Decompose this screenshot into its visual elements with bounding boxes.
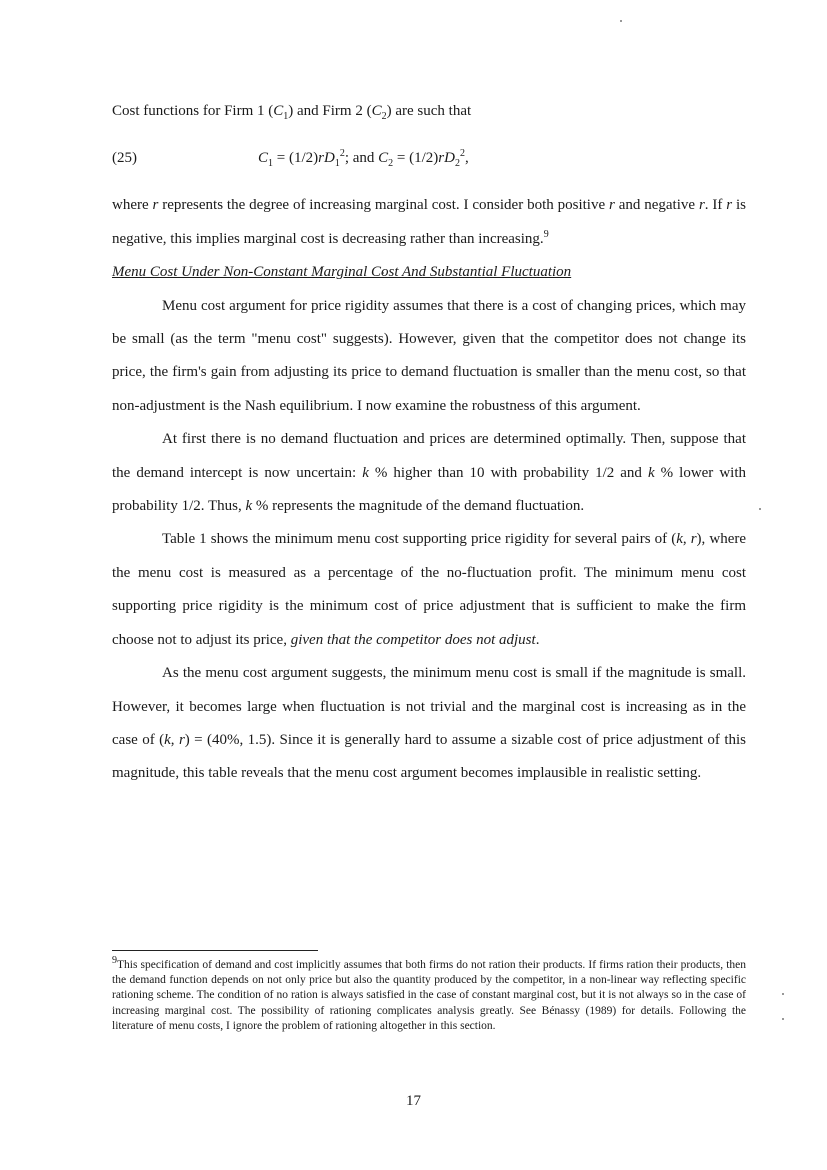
superscript: 2	[339, 148, 345, 160]
text-run: % represents the magnitude of the demand fluctuation.	[252, 498, 585, 515]
subscript: 2	[388, 158, 394, 170]
symbol-r: r	[690, 531, 697, 548]
text-run: At first there is no demand fluctuation and prices are determined optimally. Then, suppose that the demand intercept is now uncertain:	[112, 431, 746, 481]
text-run: % higher than 10 with probability 1/2 and	[368, 464, 648, 481]
text-run: As the menu cost argument suggests, the minimum menu cost is small if the magnitude is small. However, it becomes large when fluctuation is not trivial and the marginal cost is increasing as in the case of (	[112, 665, 746, 748]
subscript: 1	[283, 111, 289, 122]
symbol-k: k	[245, 498, 253, 515]
intro-text-1: Cost functions for Firm 1 (	[112, 103, 274, 119]
intro-text-3: ) are such that	[386, 103, 472, 119]
scan-speck	[782, 1018, 784, 1020]
where-paragraph	[112, 189, 746, 256]
equation-part: ,	[464, 150, 469, 167]
text-run: is negative, this implies marginal cost is decreasing rather than increasing.	[112, 197, 746, 247]
equation-body	[258, 142, 469, 175]
intro-line	[112, 95, 746, 128]
emphasis-text: given that the competitor does not adjust	[290, 631, 536, 648]
symbol-r: r	[609, 197, 615, 214]
footnote-marker: 9	[112, 955, 117, 967]
scan-speck	[782, 993, 784, 995]
page-number: 17	[406, 1093, 421, 1109]
section-heading: Menu Cost Under Non-Constant Marginal Cost And Substantial Fluctuation	[112, 264, 572, 281]
symbol-c2: C	[371, 103, 382, 119]
text-run: ), where the menu cost is measured as a percentage of the no-fluctuation profit. The minimum menu cost supporting price rigidity is the minimum cost of price adjustment that is sufficient to make the firm choose not to adjust its price,	[112, 531, 747, 648]
paragraph-menu-cost: Menu cost argument for price rigidity assumes that there is a cost of changing prices, which may be small (as the term "menu cost" suggests). However, given that the competitor does not change its price, the firm's gain from adjusting its price to demand fluctuation is smaller than the menu cost, so that non-adjustment is the Nash equilibrium. I now examine the robustness of this argument.	[112, 297, 746, 414]
footnote-rule	[112, 950, 318, 951]
symbol-k: k	[676, 531, 683, 548]
symbol-k: k	[164, 731, 171, 748]
symbol-k: k	[647, 464, 655, 481]
subscript: 1	[268, 158, 274, 170]
symbol-c2: C	[378, 150, 389, 167]
symbol-c1: C	[273, 103, 284, 119]
footnote-9	[112, 955, 746, 1034]
symbol-k: k	[362, 464, 369, 481]
equation-part: = (1/2)	[273, 150, 319, 167]
symbol-c1: C	[258, 150, 269, 167]
text-run: represents the degree of increasing marginal cost. I consider both positive	[158, 197, 609, 214]
footnote-text: This specification of demand and cost implicitly assumes that both firms do not ration their products. If firms ration their products, then the demand function depends on not only price but also the quantity produced by the competitor, in a non-linear way reflecting specific rationing scheme. The condition of no ration is always satisfied in the case of constant marginal cost, but it is not always so in the case of increasing marginal cost. The possibility of rationing complicates analysis greatly. See Bénassy (1989) for details. Following the literature of menu costs, I ignore the problem of rationing altogether in this section.	[112, 959, 746, 1032]
text-run: where	[112, 197, 153, 214]
text-run: .	[535, 631, 540, 648]
text-run: and negative	[614, 197, 699, 214]
equation-part: = (1/2)	[393, 150, 439, 167]
scan-speck	[759, 508, 761, 510]
paragraph-fluctuation	[112, 423, 746, 523]
text-run: . If	[704, 197, 727, 214]
intro-text-2: ) and Firm 2 (	[288, 103, 372, 119]
symbol-r: r	[698, 197, 705, 214]
body-text	[112, 95, 746, 791]
text-run: ,	[170, 731, 179, 748]
text-run: % lower with probability 1/2. Thus,	[112, 464, 746, 515]
symbol-r: r	[178, 731, 185, 748]
equation-number: (25)	[112, 150, 137, 167]
text-run: ) = (40%, 1.5). Since it is generally hard to assume a sizable cost of price adjustment of this magnitude, this table reveals that the menu cost argument becomes implausible in realistic setting.	[112, 731, 746, 782]
paragraph-table-1	[112, 523, 746, 657]
text-run: ,	[682, 531, 691, 548]
symbol-rd: rD	[438, 150, 455, 167]
paragraph-conclusion	[112, 657, 746, 791]
subscript: 1	[334, 158, 340, 170]
equation-25	[112, 142, 746, 175]
symbol-r: r	[152, 197, 159, 214]
equation-part: ; and	[344, 150, 379, 167]
subscript: 2	[454, 158, 460, 170]
scan-speck	[620, 20, 622, 22]
symbol-r: r	[726, 197, 733, 214]
symbol-rd: rD	[318, 150, 335, 167]
footnote-marker: 9	[543, 228, 549, 240]
superscript: 2	[459, 148, 465, 160]
text-run: Table 1 shows the minimum menu cost supporting price rigidity for several pairs of (	[162, 531, 677, 548]
subscript: 2	[381, 111, 387, 122]
